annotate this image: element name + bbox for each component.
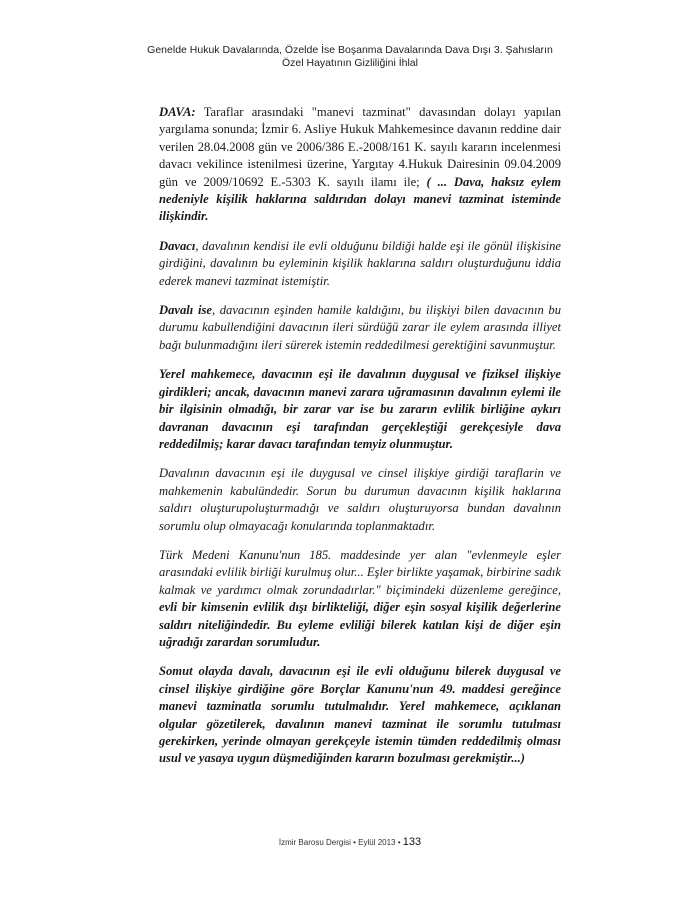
paragraph-2 (159, 238, 561, 290)
paragraph-2-lead: Davacı (159, 238, 196, 253)
paragraph-1-quote: ( ... Dava, haksız eylem nedeniyle kişilik haklarına saldırıdan dolayı manevi tazminat isteminde ilişkindir. (159, 174, 562, 224)
page-number: 133 (402, 836, 422, 848)
paragraph-7-text: Somut olayda davalı, davacının eşi ile evli olduğunu bilerek duygusal ve cinsel ilişkiye girdiğine göre Borçlar Kanunu'nun 49. maddesi gereğince manevi tazminatla sorumlu tutulmalıdır. Yerel mahkemece, açıklanan olgular gözetilerek, davalının manevi tazminat ile sorumlu tutulması gerekirken, yerinde olmayan gerekçeyle istemin tümden reddedilmiş olması usul ve yasaya uygun düşmediğinden kararın bozulması gerekmiştir...) (159, 664, 561, 766)
paragraph-5-text: Davalının davacının eşi ile duygusal ve cinsel ilişkiye girdiği taraflarin ve mahkemenin kabulündedir. Sorun bu durumun davacının kişilik haklarına saldırı oluşturupoluşturmadığı ve saldırı oluşturuyorsa bundan davalının sorumlu olup olmayacağı konularında toplanmaktadır. (159, 466, 561, 533)
running-header (0, 44, 700, 70)
journal-citation: İzmir Barosu Dergisi • Eylül 2013 • (278, 838, 401, 847)
paragraph-4 (159, 366, 561, 453)
paragraph-6-text: Türk Medeni Kanunu'nun 185. maddesinde yer alan "evlenmeyle eşler arasındaki evlilik birliği kurulmuş olur... Eşler birlikte yaşamak, birbirine sadık kalmak ve yardımcı olmak zorundadırlar." biçimindeki düzenleme gereğince, (159, 547, 561, 597)
paragraph-7 (159, 663, 561, 767)
paragraph-5 (159, 465, 561, 535)
page-footer (0, 836, 700, 848)
paragraph-6 (159, 547, 561, 651)
header-line-2: Özel Hayatının Gizliliğini İhlal (282, 57, 418, 69)
header-line-1: Genelde Hukuk Davalarında, Özelde İse Boşanma Davalarında Dava Dışı 3. Şahısların (147, 44, 553, 56)
article-body (159, 104, 561, 780)
paragraph-1-text: Taraflar arasındaki "manevi tazminat" davasından dolayı yapılan yargılama sonunda; İzmir 6. Asliye Hukuk Mahkemesince davanın reddine dair verilen 28.04.2008 gün ve 2006/386 E.-2008/161 K. sayılı kararın incelenmesi davacı vekilince istenilmesi üzerine, Yargıtay 4.Hukuk Dairesinin 09.04.2009 gün ve 2009/10692 E.-5303 K. sayılı ilamı ile; (159, 105, 561, 189)
dava-label: DAVA: (159, 105, 196, 119)
paragraph-3-lead: Davalı ise (159, 303, 212, 318)
paragraph-6-bold: evli bir kimsenin evlilik dışı birlikteliği, diğer eşin sosyal kişilik değerlerine saldırı niteliğindedir. Bu eyleme evliliği bilerek katılan kişi de diğer eşin uğradığı zarardan sorumludur. (159, 600, 561, 649)
paragraph-4-text: Yerel mahkemece, davacının eşi ile davalının duygusal ve fiziksel ilişkiye girdikleri; ancak, davacının manevi zarara uğramasının davalının eylemi ile bir ilgisinin olmadığı, bir zarar var ise bu zararın evlilik birliğine aykırı davranan davacının eşi tarafından gerçekleştiği gerekçesiyle dava reddedilmiş; karar davacı tarafından temyiz olunmuştur. (159, 367, 561, 451)
paragraph-3-text: , davacının eşinden hamile kaldığını, bu ilişkiyi bilen davacının bu durumu kabullendiğini davacının ileri sürdüğü zarar ile eylem arasında illiyet bağı bulunmadığını ileri sürerek istemin reddedilmesi gerektiğini savunmuştur. (159, 303, 561, 352)
paragraph-3 (159, 302, 561, 354)
paragraph-2-text: , davalının kendisi ile evli olduğunu bildiği halde eşi ile gönül ilişkisine girdiğini, davalının bu eyleminin kişilik haklarına saldırı oluşturduğunu iddia ederek manevi tazminat istemiştir. (159, 238, 561, 288)
paragraph-1 (159, 104, 561, 226)
